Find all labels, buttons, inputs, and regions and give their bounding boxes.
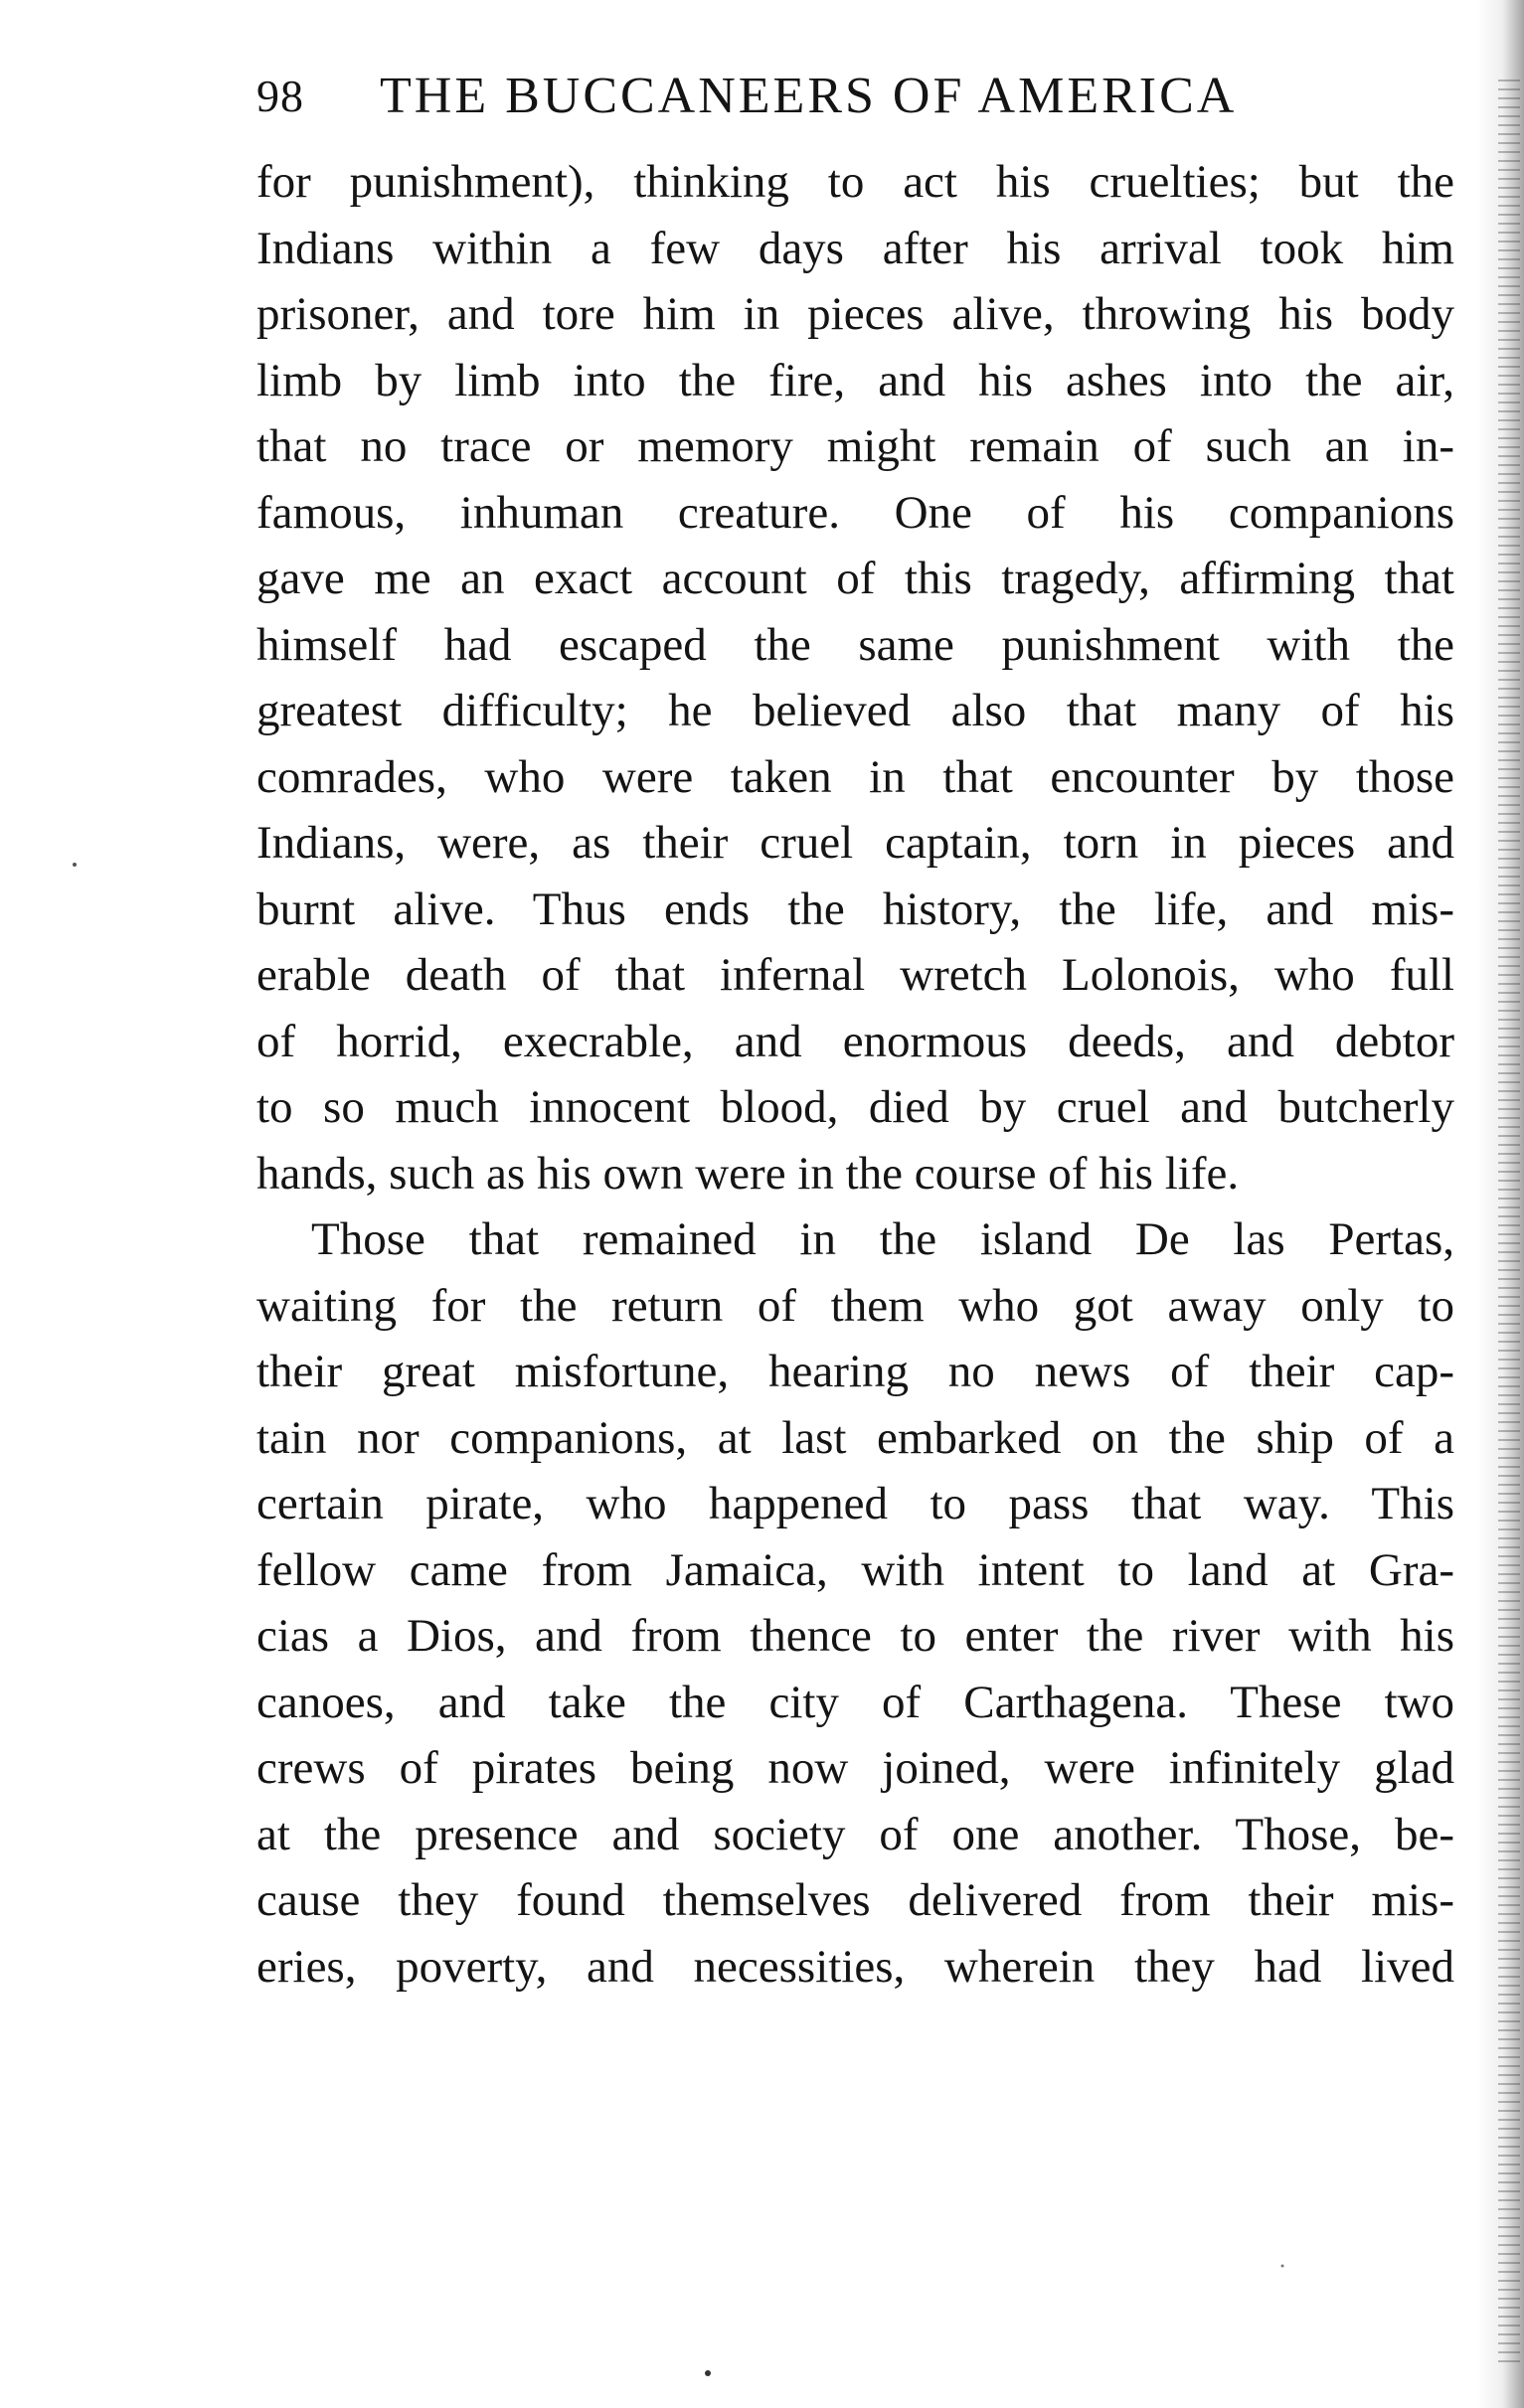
speck xyxy=(1281,2265,1284,2268)
text-line: that no trace or memory might remain of such an in- xyxy=(256,420,1454,472)
text-line: fellow came from Jamaica, with intent to land at Gra- xyxy=(256,1543,1454,1596)
text-line: erable death of that infernal wretch Lolonois, who full xyxy=(256,949,1454,1001)
text-line: Indians, were, as their cruel captain, torn in pieces and xyxy=(256,817,1454,869)
text-line: famous, inhuman creature. One of his companions xyxy=(256,486,1454,539)
text-line: crews of pirates being now joined, were infinitely glad xyxy=(256,1742,1454,1794)
text-line: their great misfortune, hearing no news of their cap- xyxy=(256,1346,1454,1397)
text-line: prisoner, and tore him in pieces alive, throwing his body xyxy=(256,288,1454,340)
text-line: greatest difficulty; he believed also that many of his xyxy=(256,685,1454,736)
text-line: Those that remained in the island De las Pertas, xyxy=(311,1213,1454,1265)
text-line: of horrid, execrable, and enormous deeds, and debtor xyxy=(256,1015,1454,1067)
text-line: limb by limb into the fire, and his ashes into the air, xyxy=(256,354,1454,406)
text-line: eries, poverty, and necessities, wherein they had lived xyxy=(256,1940,1454,1993)
speck xyxy=(705,2370,711,2376)
text-line: to so much innocent blood, died by cruel and butcherly xyxy=(256,1081,1454,1133)
page-number: 98 xyxy=(256,71,304,121)
text-line: cias a Dios, and from thence to enter the river with his xyxy=(256,1610,1454,1662)
text-line: comrades, who were taken in that encounter by those xyxy=(256,750,1454,803)
text-line: at the presence and society of one another. Those, be- xyxy=(256,1808,1454,1860)
text-line: himself had escaped the same punishment with the xyxy=(256,618,1454,671)
text-line: for punishment), thinking to act his cruelties; but the xyxy=(256,156,1454,208)
text-line: cause they found themselves delivered from their mis- xyxy=(256,1874,1454,1926)
text-line: tain nor companions, at last embarked on the ship of a xyxy=(256,1411,1454,1464)
text-line: canoes, and take the city of Carthagena. These two xyxy=(256,1676,1454,1728)
running-head: THE BUCCANEERS OF AMERICA xyxy=(380,68,1238,124)
text-line: waiting for the return of them who got away only to xyxy=(256,1279,1454,1332)
text-line: gave me an exact account of this tragedy, affirming that xyxy=(256,553,1454,604)
text-line: hands, such as his own were in the course of his life. xyxy=(256,1147,1240,1200)
text-line: Indians within a few days after his arrival took him xyxy=(256,222,1454,274)
text-line: certain pirate, who happened to pass that way. This xyxy=(256,1478,1454,1529)
speck xyxy=(73,863,77,867)
text-line: burnt alive. Thus ends the history, the life, and mis- xyxy=(256,883,1454,935)
